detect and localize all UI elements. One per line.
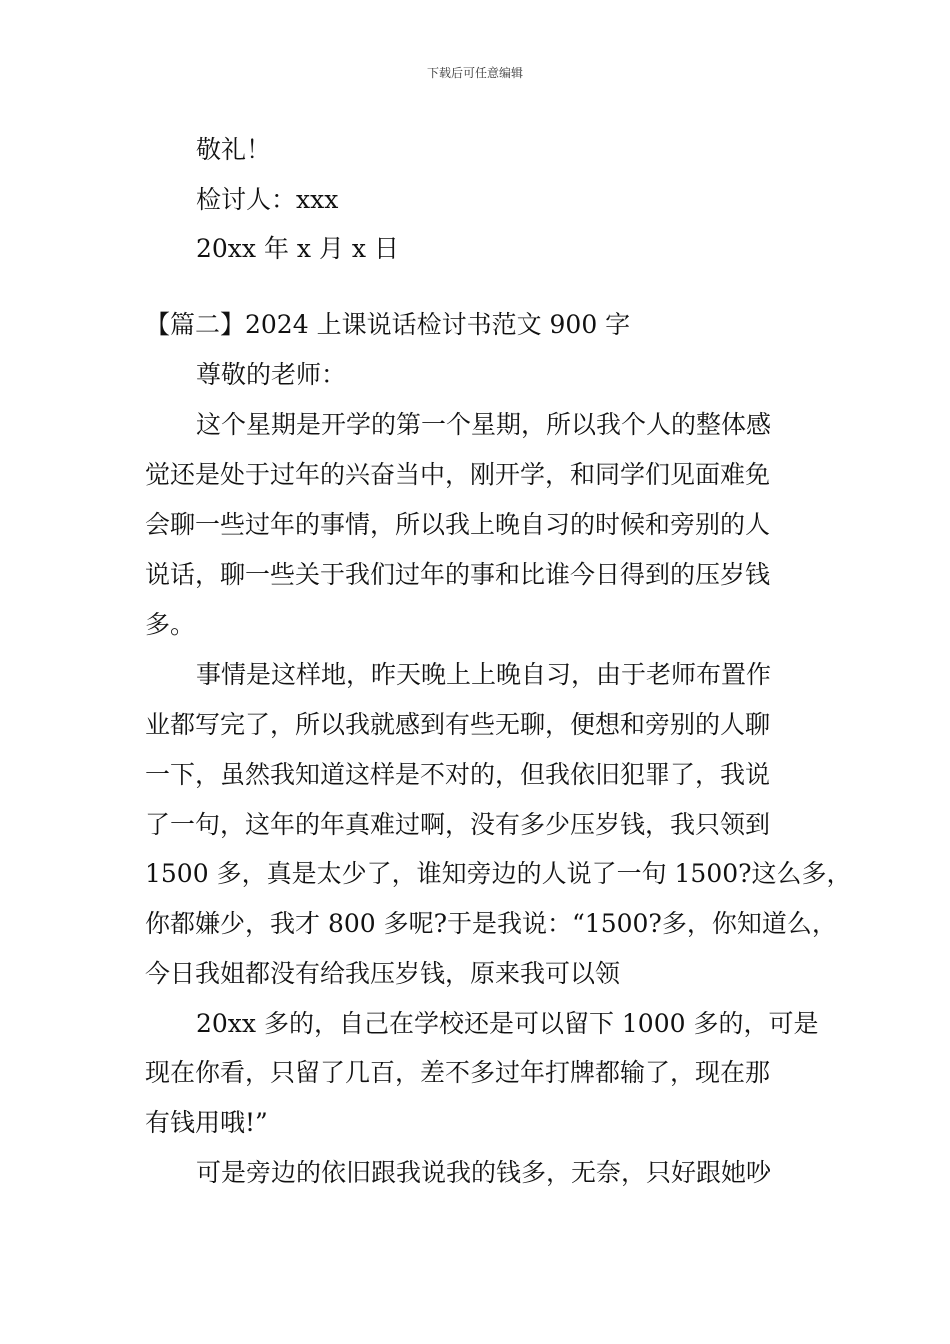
body-line: 可是旁边的依旧跟我说我的钱多，无奈，只好跟她吵 — [196, 1158, 772, 1187]
body-line: 你都嫌少，我才 800 多呢?于是我说：“1500?多，你知道么， — [145, 909, 837, 938]
page-header: 下载后可任意编辑 — [426, 66, 523, 80]
body-line: 1500 多，真是太少了，谁知旁边的人说了一句 1500?这么多， — [145, 859, 852, 888]
section-title: 【篇二】2024 上课说话检讨书范文 900 字 — [145, 310, 631, 339]
body-line: 现在你看，只留了几百，差不多过年打牌都输了，现在那 — [145, 1058, 771, 1087]
body-line: 了一句，这年的年真难过啊，没有多少压岁钱，我只领到 — [145, 810, 771, 839]
body-line: 这个星期是开学的第一个星期，所以我个人的整体感 — [196, 410, 772, 439]
body-line: 会聊一些过年的事情，所以我上晚自习的时候和旁别的人 — [145, 510, 771, 539]
body-line: 有钱用哦!” — [145, 1108, 268, 1137]
body-line: 今日我姐都没有给我压岁钱，原来我可以领 — [145, 959, 621, 988]
closing-signer: 检讨人：xxx — [196, 185, 339, 214]
closing-salute: 敬礼！ — [196, 135, 272, 164]
body-line: 事情是这样地，昨天晚上上晚自习，由于老师布置作 — [196, 660, 772, 689]
body-line: 觉还是处于过年的兴奋当中，刚开学，和同学们见面难免 — [145, 460, 771, 489]
body-line: 一下，虽然我知道这样是不对的，但我依旧犯罪了，我说 — [145, 760, 771, 789]
greeting: 尊敬的老师： — [196, 360, 347, 389]
body-line: 说话，聊一些关于我们过年的事和比谁今日得到的压岁钱 — [145, 560, 771, 589]
body-line: 20xx 多的，自己在学校还是可以留下 1000 多的，可是 — [196, 1009, 819, 1038]
body-line: 业都写完了，所以我就感到有些无聊，便想和旁别的人聊 — [145, 710, 771, 739]
closing-date: 20xx 年 x 月 x 日 — [196, 234, 399, 263]
body-line: 多。 — [145, 610, 196, 639]
